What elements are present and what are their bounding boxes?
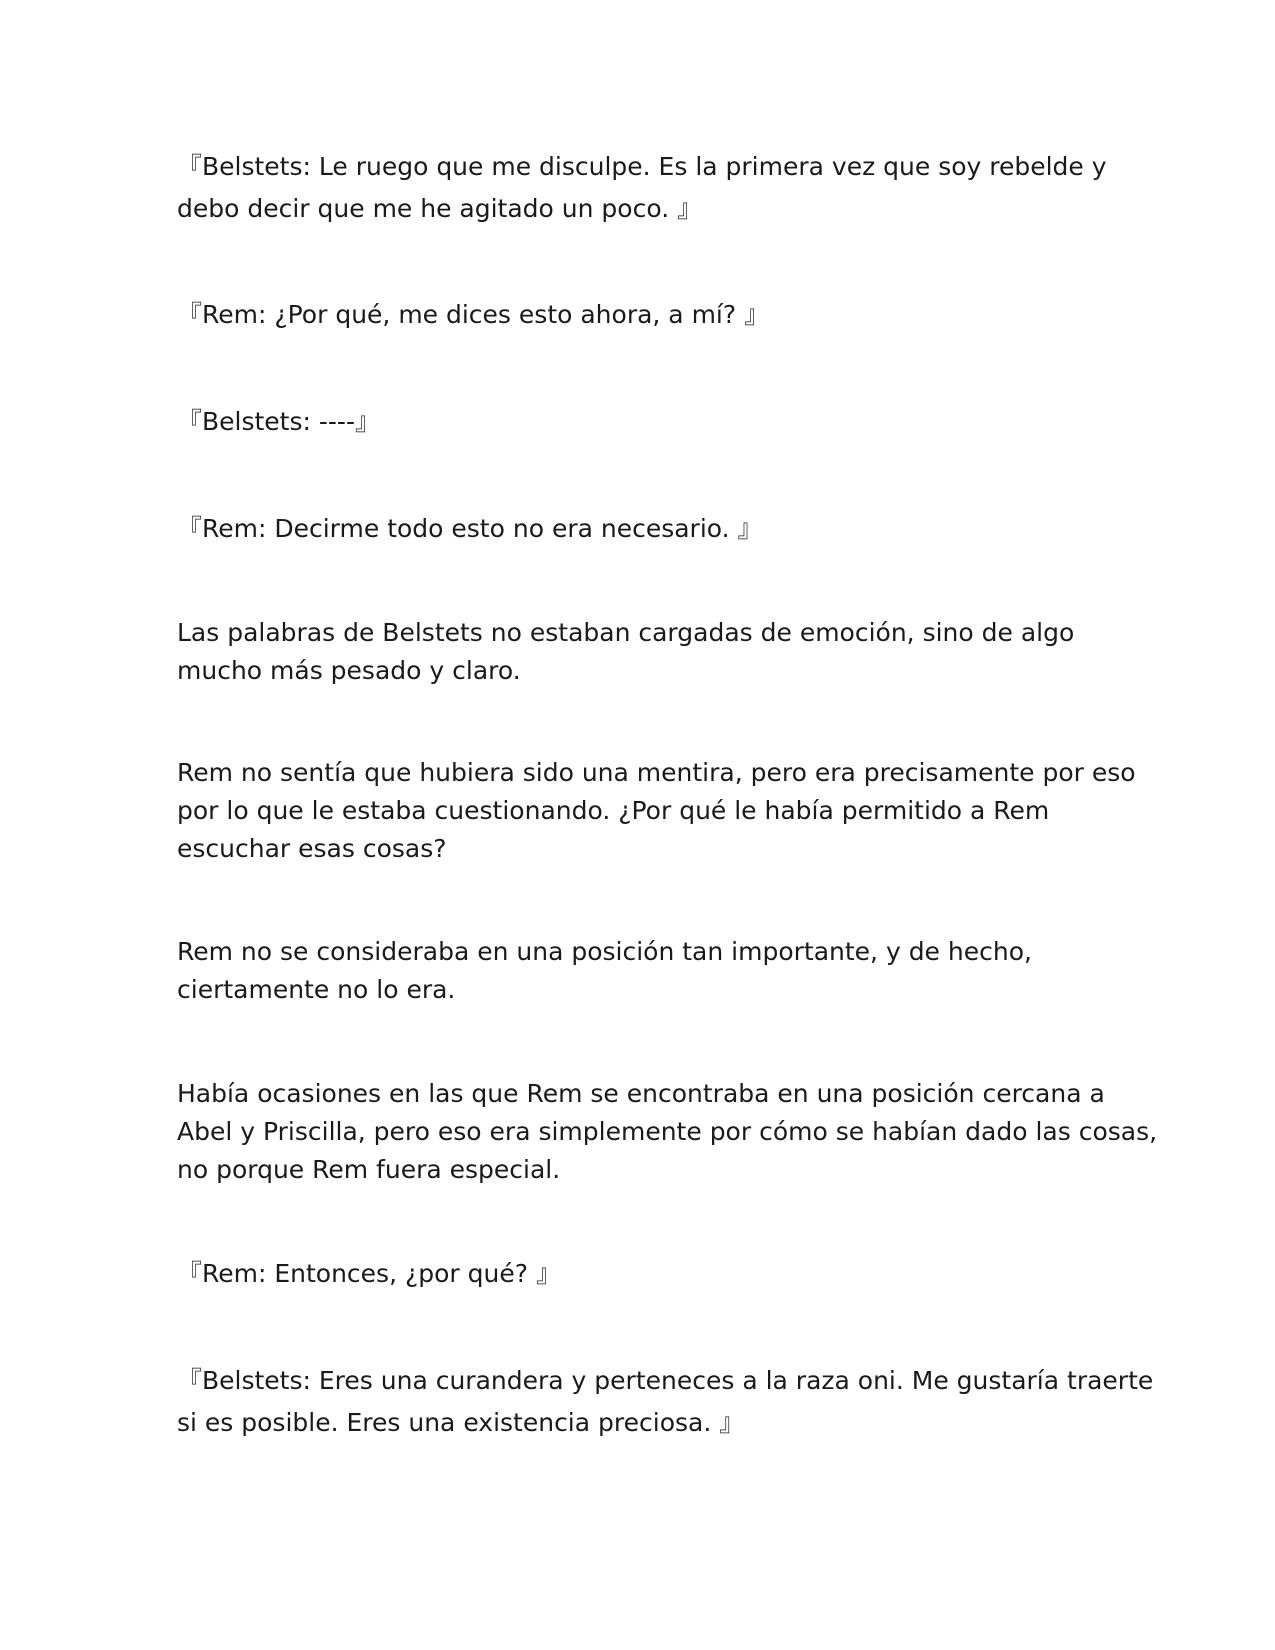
text-line: debo decir que me he agitado un poco. 』 [177, 194, 703, 223]
text-line: 『Rem: ¿Por qué, me dices esto ahora, a mí? 』 [177, 300, 770, 329]
text-line: 『Rem: Decirme todo esto no era necesario. 』 [177, 514, 763, 543]
text-line: 『Rem: Entonces, ¿por qué? 』 [177, 1259, 561, 1288]
dialogue-paragraph [177, 1253, 1117, 1295]
dialogue-paragraph [177, 1360, 1154, 1444]
text-line: no porque Rem fuera especial. [177, 1155, 561, 1184]
text-line: 『Belstets: Le ruego que me disculpe. Es la primera vez que soy rebelde y [177, 152, 1107, 181]
text-line: por lo que le estaba cuestionando. ¿Por qué le había permitido a Rem [177, 796, 1050, 825]
dialogue-paragraph [177, 146, 1117, 230]
text-line: Rem no se consideraba en una posición tan importante, y de hecho, [177, 937, 1032, 966]
text-line: mucho más pesado y claro. [177, 656, 521, 685]
dialogue-paragraph [177, 508, 1117, 550]
text-line: si es posible. Eres una existencia preciosa. 』 [177, 1408, 745, 1437]
narration-paragraph [177, 754, 1136, 868]
dialogue-paragraph [177, 401, 1117, 443]
text-line: Las palabras de Belstets no estaban cargadas de emoción, sino de algo [177, 618, 1075, 647]
narration-paragraph [177, 1075, 1158, 1189]
text-line: Había ocasiones en las que Rem se encontraba en una posición cercana a [177, 1079, 1105, 1108]
text-line: Rem no sentía que hubiera sido una mentira, pero era precisamente por eso [177, 758, 1136, 787]
dialogue-paragraph [177, 294, 1117, 336]
text-line: ciertamente no lo era. [177, 975, 456, 1004]
narration-paragraph [177, 933, 1117, 1009]
text-line: 『Belstets: ----』 [177, 407, 380, 436]
text-line: escuchar esas cosas? [177, 834, 447, 863]
text-line: Abel y Priscilla, pero eso era simplemente por cómo se habían dado las cosas, [177, 1117, 1158, 1146]
narration-paragraph [177, 614, 1117, 690]
text-line: 『Belstets: Eres una curandera y perteneces a la raza oni. Me gustaría traerte [177, 1366, 1154, 1395]
